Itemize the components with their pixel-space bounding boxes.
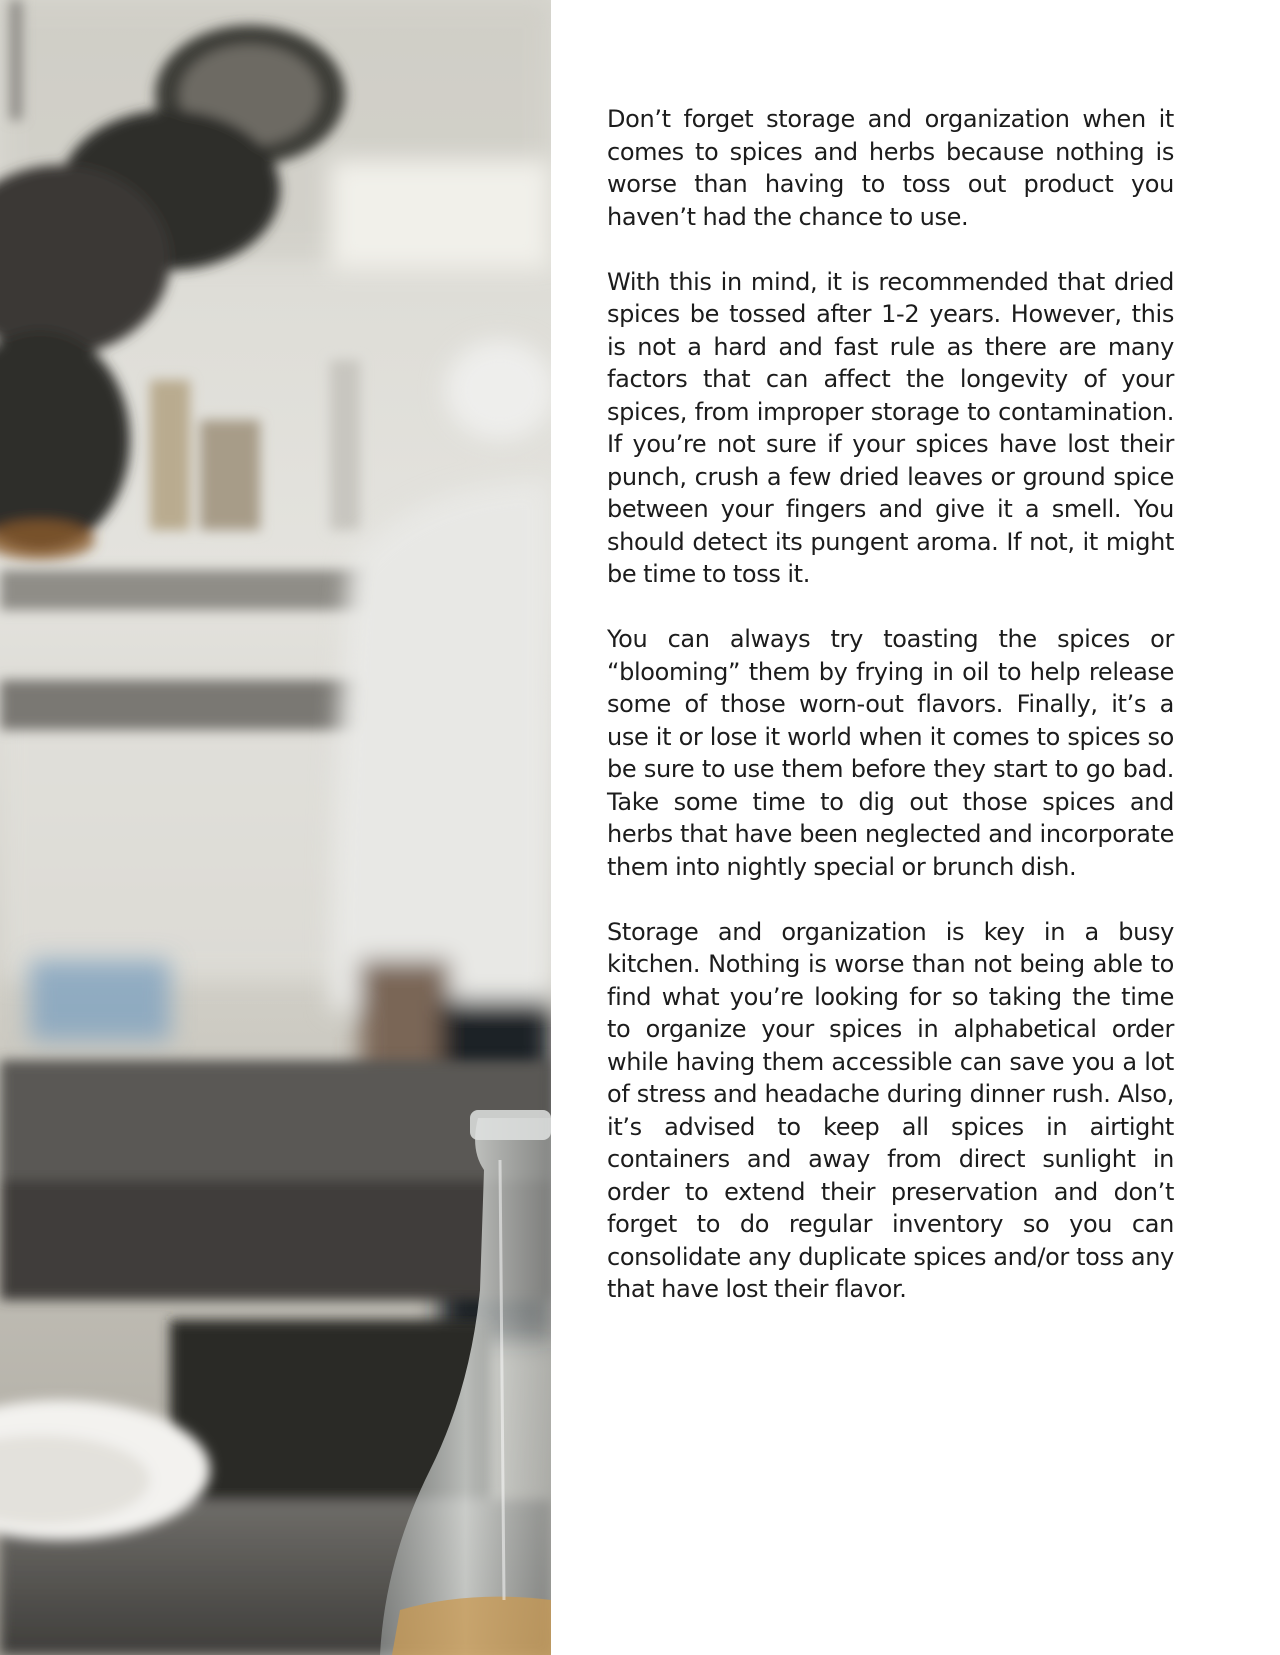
kitchen-photo-illustration xyxy=(0,0,551,1655)
kitchen-photo xyxy=(0,0,551,1655)
article-paragraph: With this in mind, it is recommended that dried spices be tossed after 1-2 years. However, this is not a hard and fast rule as there are many factors that can affect the longevity of your spices, from improper storage to contamination. If you’re not sure if your spices have lost their punch, crush a few dried leaves or ground spice between your fingers and give it a smell. You should detect its pungent aroma. If not, it might be time to toss it. xyxy=(607,267,1174,588)
article-paragraph: You can always try toasting the spices or “blooming” them by frying in oil to help release some of those worn-out flavors. Finally, it’s a use it or lose it world when it comes to spices so be sure to use them before they start to go bad. Take some time to dig out those spices and herbs that have been neglected and incorporate them into nightly special or brunch dish. xyxy=(607,625,1174,881)
article-body xyxy=(607,103,1174,1338)
article-paragraph: Storage and organization is key in a busy kitchen. Nothing is worse than not being able to find what you’re looking for so taking the time to organize your spices in alphabetical order while having them accessible can save you a lot of stress and headache during dinner rush. Also, it’s advised to keep all spices in airtight containers and away from direct sunlight in order to extend their preservation and don’t forget to do regular inventory so you can consolidate any duplicate spices and/or toss any that have lost their flavor. xyxy=(607,917,1174,1303)
article-paragraph: Don’t forget storage and organization when it comes to spices and herbs because nothing is worse than having to toss out product you haven’t had the chance to use. xyxy=(607,105,1174,231)
